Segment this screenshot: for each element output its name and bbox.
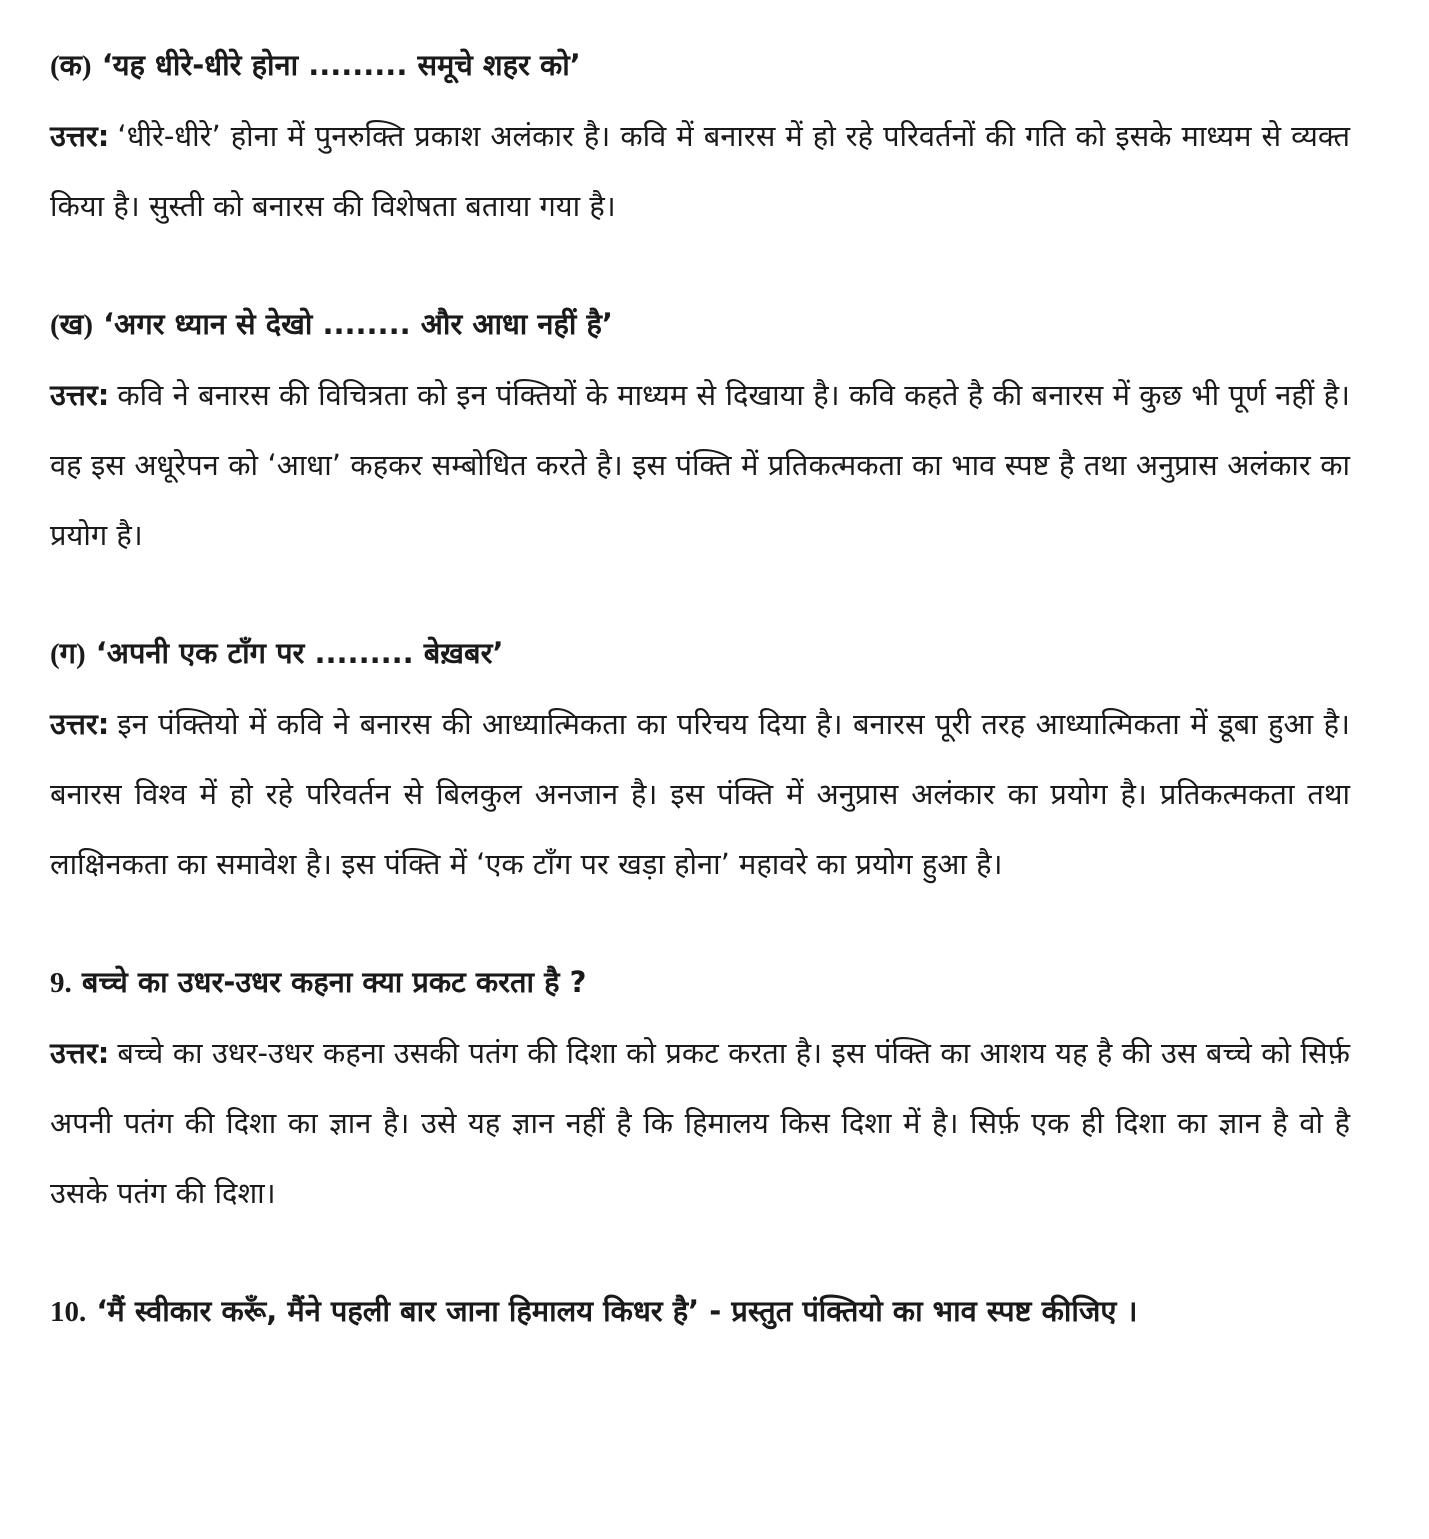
answer-paragraph [50,1018,1350,1228]
question-heading [50,289,1350,360]
question-prefix: (ख) [50,309,94,341]
answer-text: ‘धीरे-धीरे’ होना में पुनरुक्ति प्रकाश अलंकार है। कवि में बनारस में हो रहे परिवर्तनों की गति को इसके माध्यम से व्यक्त किया है। सुस्ती को बनारस की विशेषता बताया गया है। [50,119,1350,223]
question-block-ka [50,30,1350,241]
question-text: बच्चे का उधर-उधर कहना क्या प्रकट करता है ? [81,965,587,999]
answer-paragraph [50,101,1350,241]
question-prefix: (क) [50,50,92,82]
document-page [50,30,1350,1395]
question-heading [50,947,1350,1018]
question-text: ‘अपनी एक टाँग पर ......... बेख़बर’ [95,636,504,670]
question-prefix: (ग) [50,638,86,670]
question-block-9 [50,947,1350,1228]
question-heading [50,1276,1350,1347]
question-text: ‘यह धीरे-धीरे होना ......... समूचे शहर को’ [101,48,581,82]
question-text: ‘अगर ध्यान से देखो ........ और आधा नहीं है’ [103,307,613,341]
question-block-kha [50,289,1350,570]
question-prefix: 10. [50,1296,87,1328]
answer-label: उत्तर: [50,119,110,153]
question-block-10 [50,1276,1350,1347]
answer-label: उत्तर: [50,707,110,741]
question-prefix: 9. [50,967,72,999]
answer-paragraph [50,360,1350,570]
answer-text: कवि ने बनारस की विचित्रता को इन पंक्तियों के माध्यम से दिखाया है। कवि कहते है की बनारस में कुछ भी पूर्ण नहीं है। वह इस अधूरेपन को ‘आधा’ कहकर सम्बोधित करते है। इस पंक्ति में प्रतिकत्मकता का भाव स्पष्ट है तथा अनुप्रास अलंकार का प्रयोग है। [50,378,1350,552]
answer-text: इन पंक्तियो में कवि ने बनारस की आध्यात्मिकता का परिचय दिया है। बनारस पूरी तरह आध्यात्मिकता में डूबा हुआ है। बनारस विश्व में हो रहे परिवर्तन से बिलकुल अनजान है। इस पंक्ति में अनुप्रास अलंकार का प्रयोग है। प्रतिकत्मकता तथा लाक्षिनकता का समावेश है। इस पंक्ति में ‘एक टाँग पर खड़ा होना’ महावरे का प्रयोग हुआ है। [50,707,1350,881]
answer-label: उत्तर: [50,378,110,412]
question-block-ga [50,618,1350,899]
question-text: ‘मैं स्वीकार करूँ, मैंने पहली बार जाना हिमालय किधर है’ - प्रस्तुत पंक्तियो का भाव स्पष्ट कीजिए । [96,1294,1138,1328]
answer-paragraph [50,689,1350,899]
answer-text: बच्चे का उधर-उधर कहना उसकी पतंग की दिशा को प्रकट करता है। इस पंक्ति का आशय यह है की उस बच्चे को सिर्फ़ अपनी पतंग की दिशा का ज्ञान है। उसे यह ज्ञान नहीं है कि हिमालय किस दिशा में है। सिर्फ़ एक ही दिशा का ज्ञान है वो है उसके पतंग की दिशा। [50,1036,1350,1210]
question-heading [50,618,1350,689]
answer-label: उत्तर: [50,1036,110,1070]
question-heading [50,30,1350,101]
